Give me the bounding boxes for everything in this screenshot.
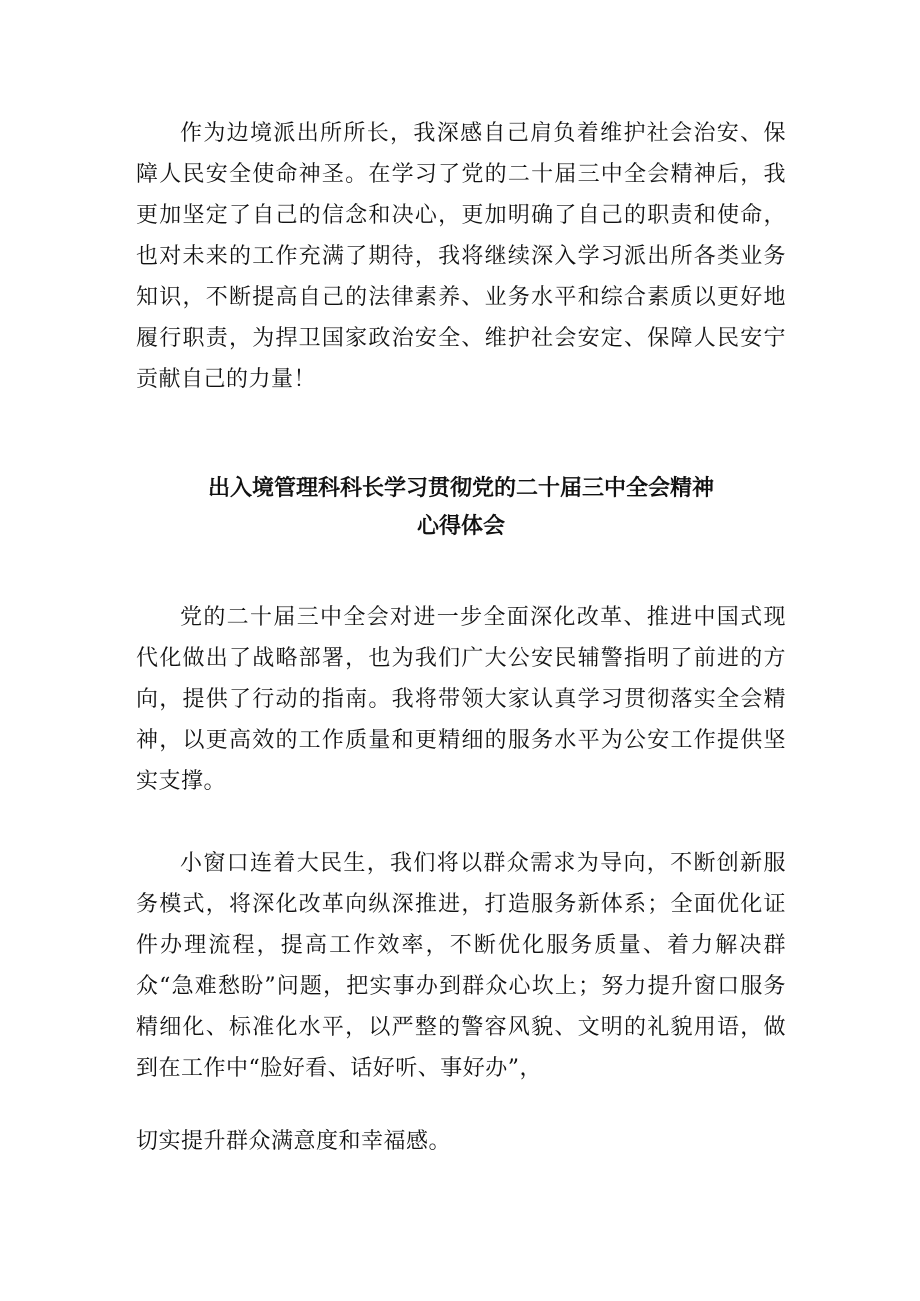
article-subtitle: 心得体会	[416, 514, 505, 539]
paragraph-service-window: 小窗口连着大民生，我们将以群众需求为导向，不断创新服务模式，将深化改革向纵深推进，打造服务新体系；全面优化证件办理流程，提高工作效率，不断优化服务质量、着力解决群众“急难愁盼”问题，把实事办到群众心坎上；努力提升窗口服务精细化、标准化水平，以严整的警容风貌、文明的礼貌用语，做到在工作中“脸好看、话好听、事好办”，	[136, 851, 786, 1081]
paragraph-closing-line: 切实提升群众满意度和幸福感。	[136, 1129, 452, 1154]
paragraph-border-police-station: 作为边境派出所所长，我深感自己肩负着维护社会治安、保障人民安全使命神圣。在学习了党的二十届三中全会精神后，我更加坚定了自己的信念和决心，更加明确了自己的职责和使命，也对未来的工作充满了期待，我将继续深入学习派出所各类业务知识，不断提高自己的法律素养、业务水平和综合素质以更好地履行职责，为捍卫国家政治安全、维护社会安定、保障人民安宁贡献自己的力量！	[136, 121, 786, 392]
paragraph-plenum-deployment: 党的二十届三中全会对进一步全面深化改革、推进中国式现代化做出了战略部署，也为我们广大公安民辅警指明了前进的方向，提供了行动的指南。我将带领大家认真学习贯彻落实全会精神，以更高效的工作质量和更精细的服务水平为公安工作提供坚实支撑。	[136, 605, 786, 794]
article-title: 出入境管理科科长学习贯彻党的二十届三中全会精神	[207, 476, 714, 501]
